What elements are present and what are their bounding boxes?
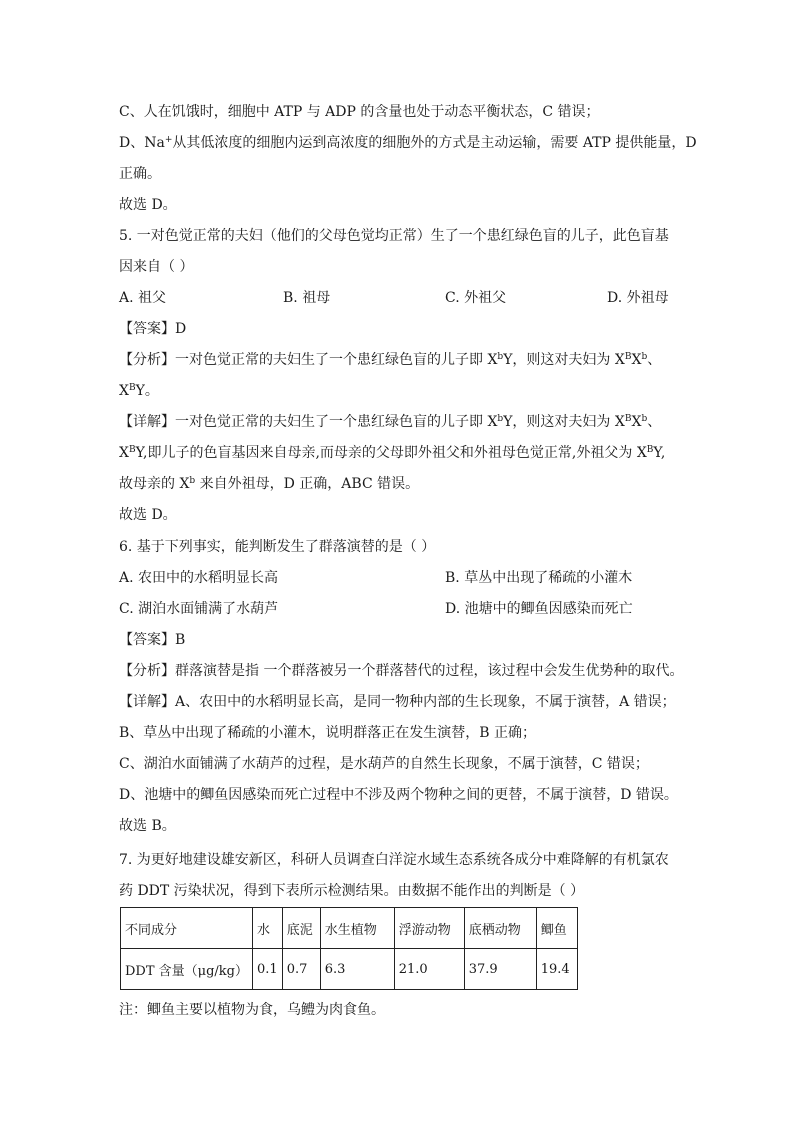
- q6-option-d: D. 池塘中的鲫鱼因感染而死亡: [445, 601, 633, 617]
- q6-option-b: B. 草丛中出现了稀疏的小灌木: [445, 570, 633, 586]
- q7-stem: 7. 为更好地建设雄安新区，科研人员调查白洋淀水域生态系统各成分中难降解的有机氯农: [119, 852, 669, 868]
- q6-option-c: C. 湖泊水面铺满了水葫芦: [119, 601, 279, 617]
- q6-stem: 6. 基于下列事实，能判断发生了群落演替的是（ ）: [119, 539, 436, 555]
- q5-detail-cont: $X^BY$,即儿子的色盲基因来自母亲,而母亲的父母即外祖父和外祖母色觉正常,外祖父为 $X^BY$,: [119, 445, 666, 461]
- table-cell: 0.7: [282, 949, 320, 990]
- q5-detail: 【详解】一对色觉正常的夫妇生了一个患红绿色盲的儿子即 $X^bY$，则这对夫妇为 $X^BX^b$、: [119, 414, 662, 430]
- q6-answer: 【答案】B: [119, 632, 186, 648]
- q6-detail-c: C、湖泊水面铺满了水葫芦的过程，是水葫芦的自然生长现象，不属于演替，C 错误；: [119, 756, 649, 772]
- q4-option-c-explanation: C、人在饥饿时，细胞中 ATP 与 ADP 的含量也处于动态平衡状态，C 错误；: [119, 104, 600, 120]
- q5-stem: 5. 一对色觉正常的夫妇（他们的父母色觉均正常）生了一个患红绿色盲的儿子，此色盲基: [119, 228, 669, 244]
- table-cell: 0.1: [253, 949, 283, 990]
- table-header-cell: 水: [253, 908, 283, 949]
- table-header-cell: 浮游动物: [394, 908, 464, 949]
- q5-analysis: 【分析】一对色觉正常的夫妇生了一个患红绿色盲的儿子即 $X^bY$，则这对夫妇为 $X^BX^b$、: [119, 352, 662, 368]
- q6-detail-b: B、草丛中出现了稀疏的小灌木，说明群落正在发生演替，B 正确；: [119, 725, 537, 741]
- q6-detail-d: D、池塘中的鲫鱼因感染而死亡过程中不涉及两个物种之间的更替，不属于演替，D 错误。: [119, 787, 678, 803]
- q5-option-c: C. 外祖父: [445, 290, 507, 306]
- q4-option-d-explanation-cont: 正确。: [119, 166, 161, 182]
- q5-option-a: A. 祖父: [119, 290, 167, 306]
- table-cell: 19.4: [536, 949, 577, 990]
- table-header-cell: 底栖动物: [464, 908, 536, 949]
- table-header-row: [121, 908, 578, 949]
- q5-option-b: B. 祖母: [283, 290, 331, 306]
- q5-detail-cont2: 故母亲的 $X^b$ 来自外祖母，D 正确，ABC 错误。: [119, 476, 420, 492]
- q6-detail-a: 【详解】A、农田中的水稻明显长高，是同一物种内部的生长现象，不属于演替，A 错误；: [119, 694, 676, 710]
- table-header-cell: 水生植物: [320, 908, 394, 949]
- q6-analysis: 【分析】群落演替是指 一个群落被另一个群落替代的过程，该过程中会发生优势种的取代。: [119, 663, 684, 679]
- q5-stem-cont: 因来自（ ）: [119, 259, 194, 275]
- q5-option-d: D. 外祖母: [607, 290, 669, 306]
- table-cell: 21.0: [394, 949, 464, 990]
- table-cell: DDT 含量（μg/kg）: [121, 949, 253, 990]
- table-header-cell: 不同成分: [121, 908, 253, 949]
- q7-stem-cont: 药 DDT 污染状况，得到下表所示检测结果。由数据不能作出的判断是（ ）: [119, 883, 585, 899]
- q4-option-d-explanation: D、Na+从其低浓度的细胞内运到高浓度的细胞外的方式是主动运输，需要 ATP 提供能量，D: [119, 135, 697, 151]
- q5-analysis-cont: $X^BY$。: [119, 383, 159, 399]
- table-header-cell: 底泥: [282, 908, 320, 949]
- table-row: [121, 949, 578, 990]
- q5-choose: 故选 D。: [119, 507, 177, 523]
- q5-answer: 【答案】D: [119, 321, 187, 337]
- q6-choose: 故选 B。: [119, 818, 176, 834]
- q4-choose: 故选 D。: [119, 197, 177, 213]
- ddt-table: [120, 907, 578, 990]
- table-cell: 37.9: [464, 949, 536, 990]
- q6-option-a: A. 农田中的水稻明显长高: [119, 570, 279, 586]
- q7-note: 注：鲫鱼主要以植物为食，乌鳢为肉食鱼。: [119, 1002, 385, 1018]
- table-header-cell: 鲫鱼: [536, 908, 577, 949]
- table-cell: 6.3: [320, 949, 394, 990]
